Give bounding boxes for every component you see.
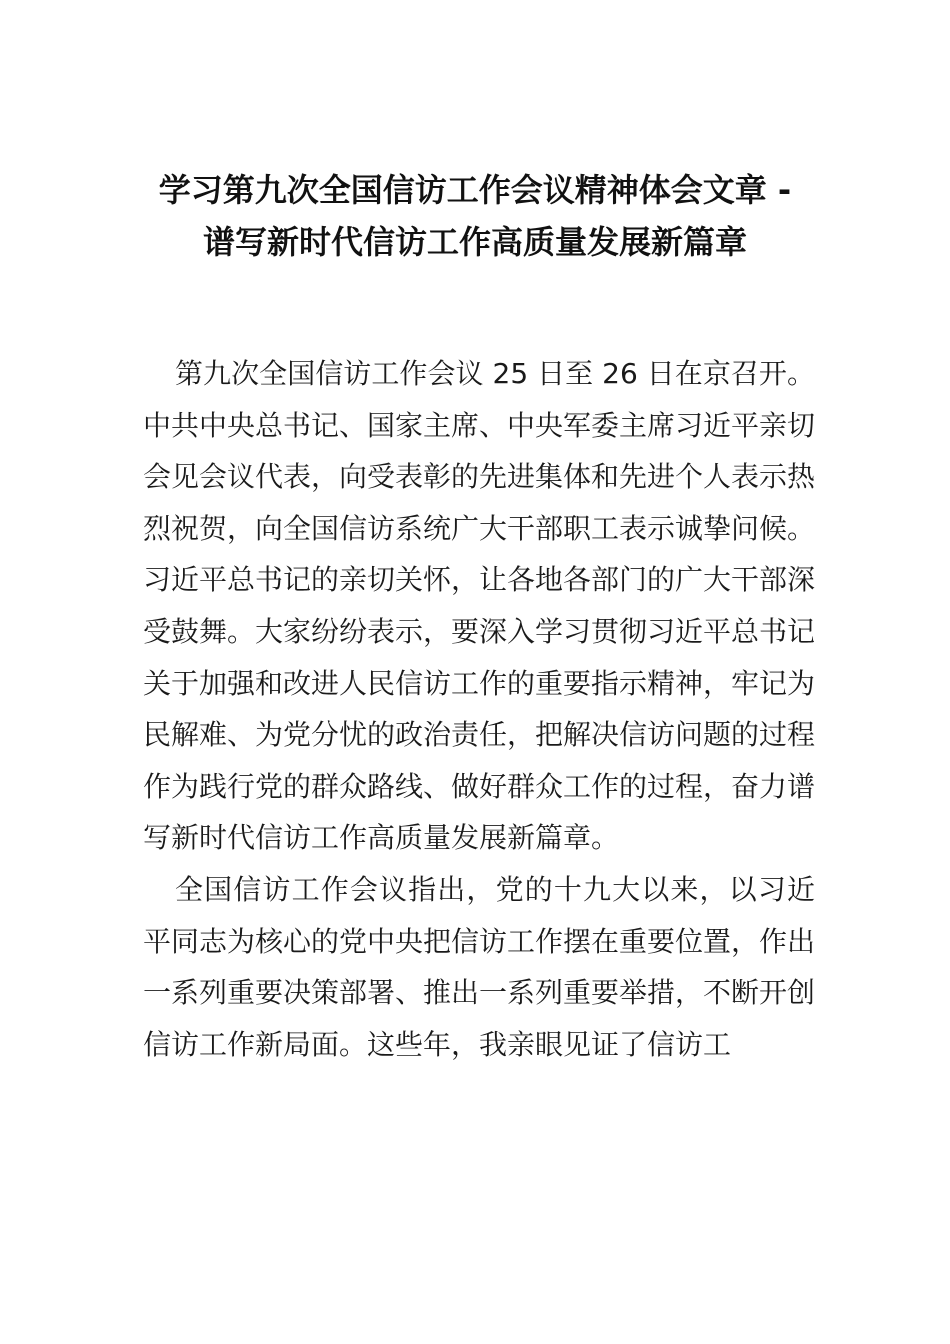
paragraph-2: 全国信访工作会议指出，党的十九大以来，以习近平同志为核心的党中央把信访工作摆在重要位置，作出一系列重要决策部署、推出一系列重要举措，不断开创信访工作新局面。这些年，我亲眼见证了信访工 — [143, 872, 816, 1061]
document-title: 学习第九次全国信访工作会议精神体会文章 - 谱写新时代信访工作高质量发展新篇章 — [158, 171, 792, 261]
document-body — [143, 348, 815, 1070]
paragraph-1: 第九次全国信访工作会议 25 日至 26 日在京召开。中共中央总书记、国家主席、中央军委主席习近平亲切会见会议代表，向受表彰的先进集体和先进个人表示热烈祝贺，向全国信访系统广大干部职工表示诚挚问候。习近平总书记的亲切关怀，让各地各部门的广大干部深受鼓舞。大家纷纷表示，要深入学习贯彻习近平总书记关于加强和改进人民信访工作的重要指示精神，牢记为民解难、为党分忧的政治责任，把解决信访问题的过程作为践行党的群众路线、做好群众工作的过程，奋力谱写新时代信访工作高质量发展新篇章。 — [143, 357, 816, 855]
